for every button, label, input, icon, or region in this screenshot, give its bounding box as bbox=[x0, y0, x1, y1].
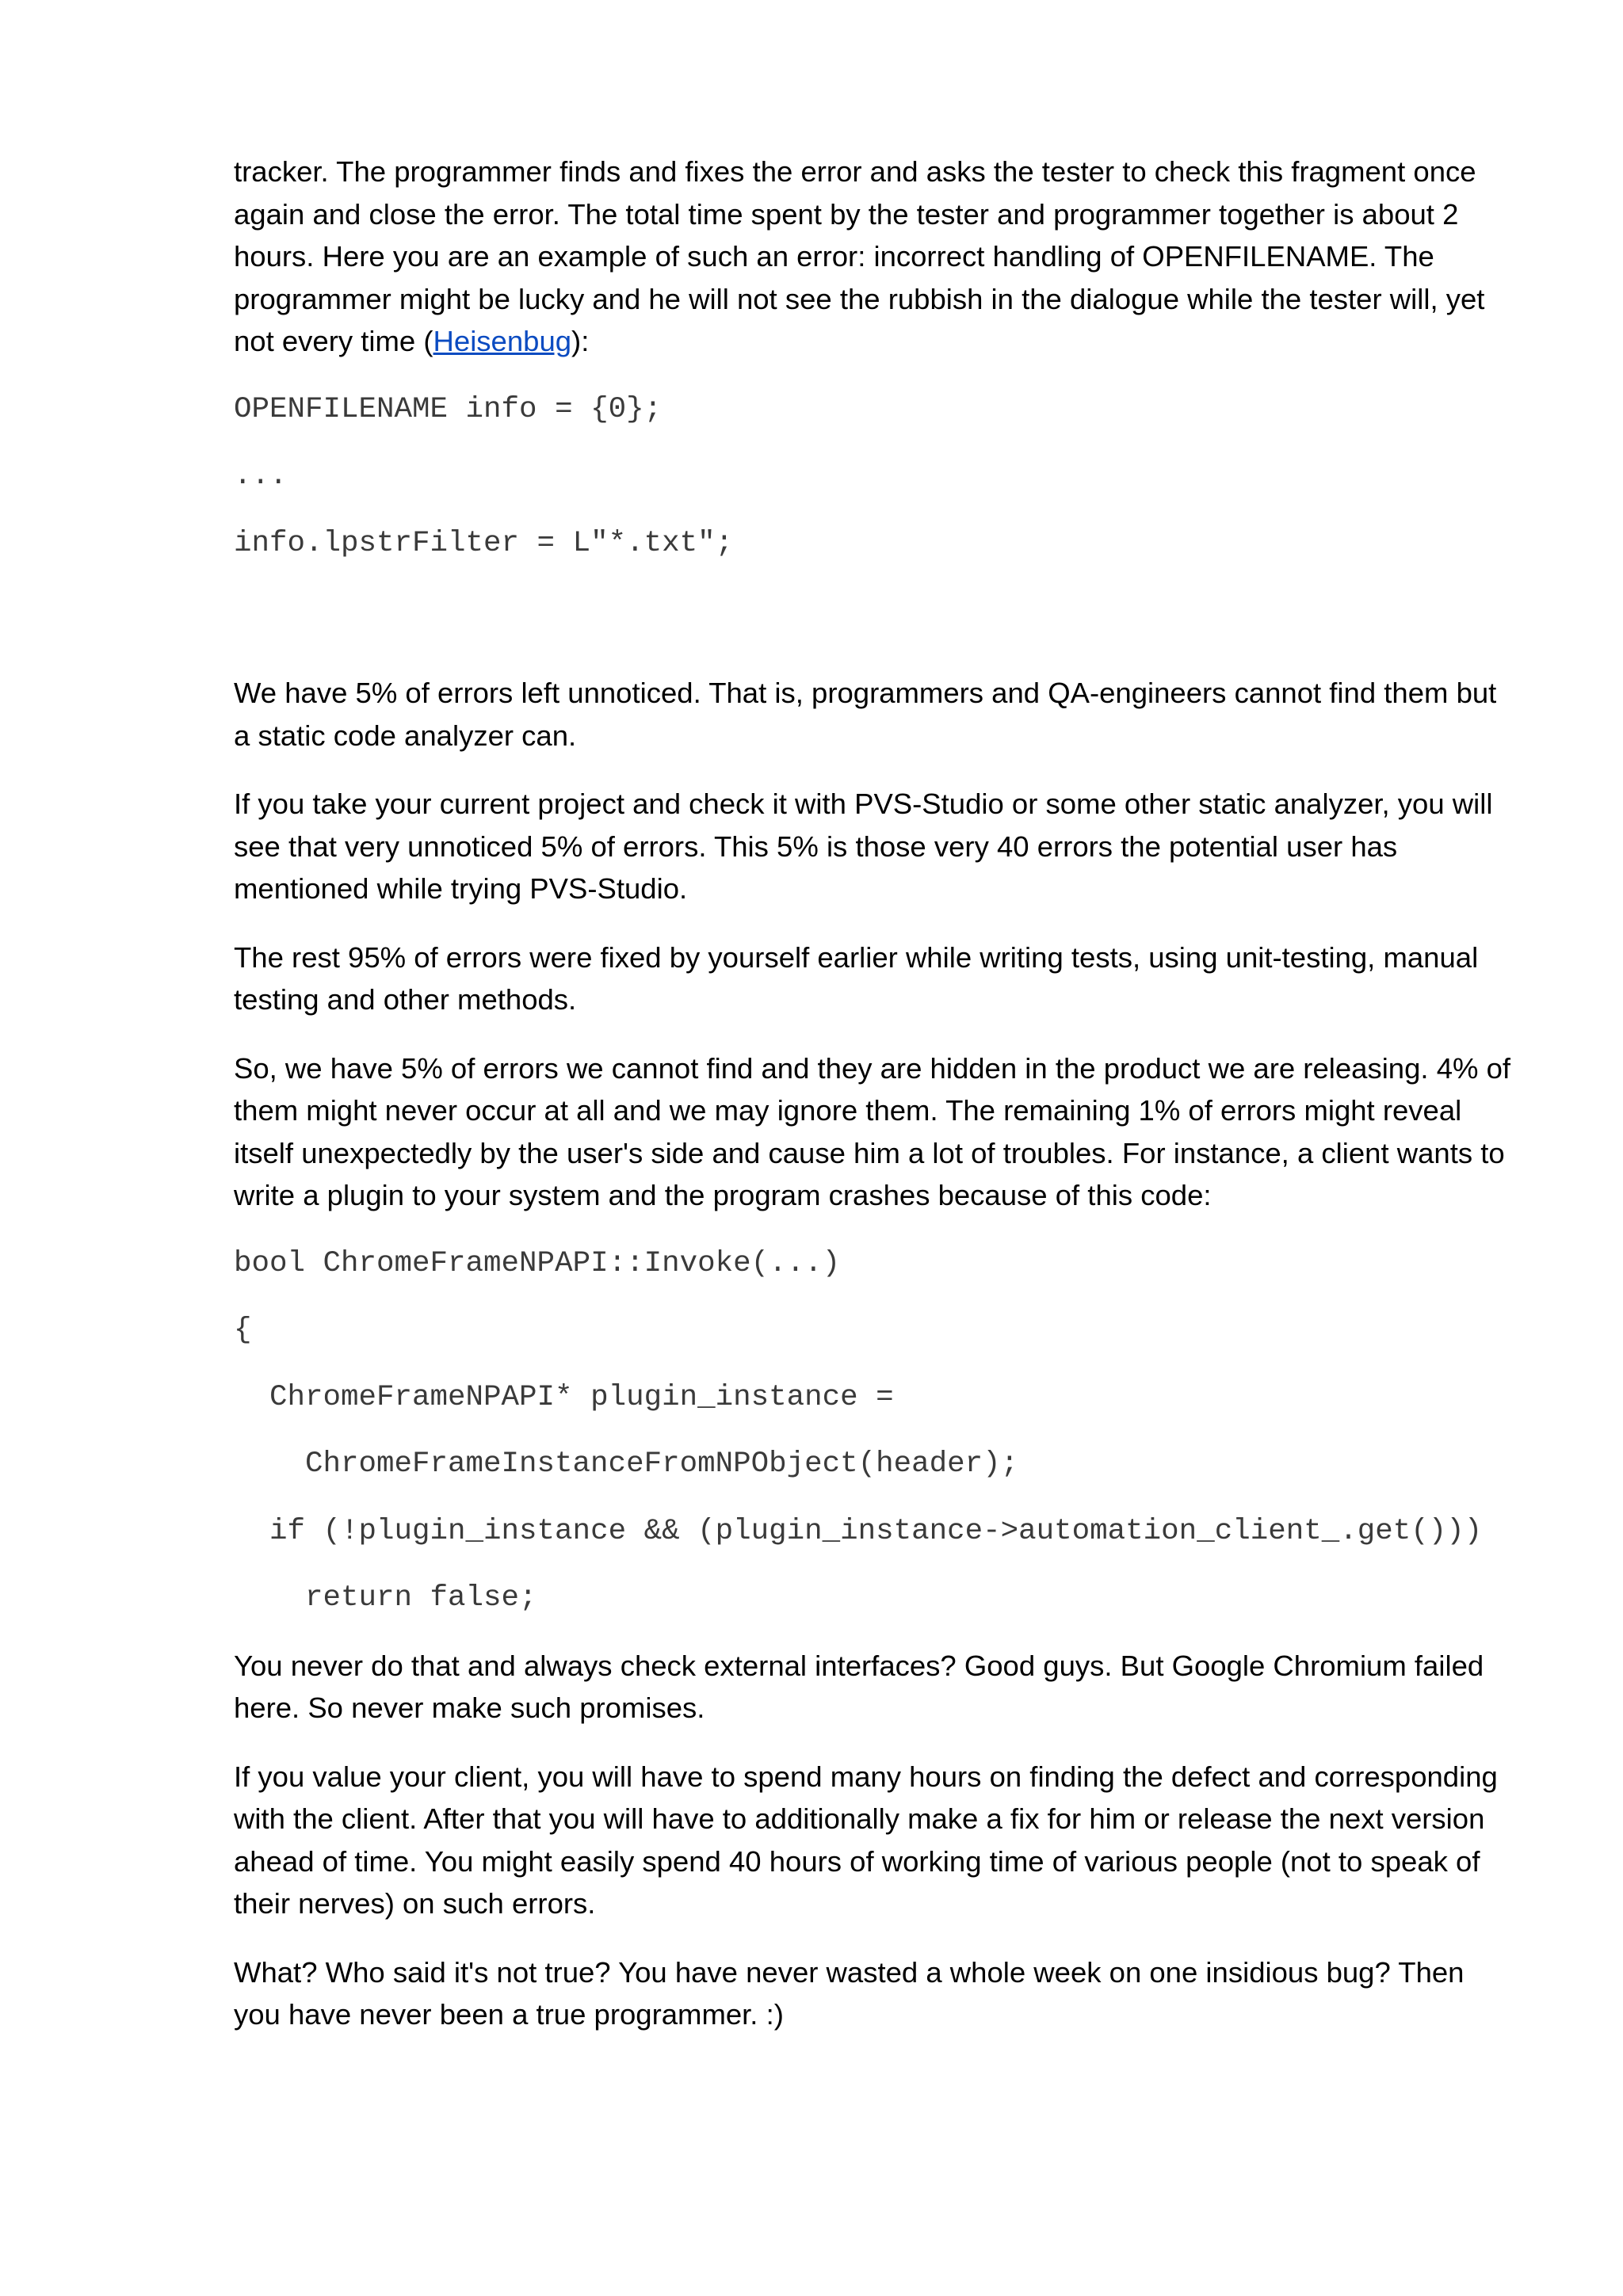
paragraph-check-project: If you take your current project and check it with PVS-Studio or some other static analyzer, you will see that very unnoticed 5% of errors. This 5% is those very 40 errors the potential user has mentioned while trying PVS-Studio. bbox=[234, 788, 1493, 905]
spacer bbox=[234, 589, 1518, 672]
code-line: { bbox=[234, 1314, 252, 1347]
paragraph-intro bbox=[234, 151, 1518, 363]
paragraph-intro-tail: ): bbox=[571, 325, 590, 357]
code-line: ChromeFrameNPAPI* plugin_instance = bbox=[269, 1380, 894, 1414]
paragraph-true-programmer: What? Who said it's not true? You have never wasted a whole week on one insidious bug? Then you have never been a true programmer. :) bbox=[234, 1955, 1465, 2031]
paragraph-external-interfaces: You never do that and always check external interfaces? Good guys. But Google Chromium failed here. So never make such promises. bbox=[234, 1649, 1484, 1724]
code-line: return false; bbox=[305, 1581, 537, 1615]
paragraph-value-client: If you value your client, you will have to spend many hours on finding the defect and corresponding with the client. After that you will have to additionally make a fix for him or release the next version ahead of time. You might easily spend 40 hours of working time of various people (not to speak of their nerves) on such errors. bbox=[234, 1760, 1498, 1920]
document-page bbox=[234, 151, 1518, 2062]
paragraph-hidden-errors: So, we have 5% of errors we cannot find and they are hidden in the product we are releasing. 4% of them might never occur at all and we may ignore them. The remaining 1% of errors might reveal itself unexpectedly by the user's side and cause him a lot of troubles. For instance, a client wants to write a plugin to your system and the program crashes because of this code: bbox=[234, 1051, 1511, 1211]
code-line: OPENFILENAME info = {0}; bbox=[234, 392, 663, 426]
paragraph-unnoticed-errors: We have 5% of errors left unnoticed. That is, programmers and QA-engineers cannot find them but a static code analyzer can. bbox=[234, 677, 1497, 752]
heisenbug-link[interactable]: Heisenbug bbox=[433, 325, 572, 357]
code-line: if (!plugin_instance && (plugin_instance->automation_client_.get())) bbox=[269, 1514, 1483, 1548]
paragraph-fixed-errors: The rest 95% of errors were fixed by yourself earlier while writing tests, using unit-testing, manual testing and other methods. bbox=[234, 940, 1479, 1016]
code-line: ... bbox=[234, 460, 288, 493]
code-line: info.lpstrFilter = L"*.txt"; bbox=[234, 526, 734, 560]
paragraph-intro-text: tracker. The programmer finds and fixes the error and asks the tester to check this fragment once again and close the error. The total time spent by the tester and programmer together is about 2 hours. Here you are an example of such an error: incorrect handling of OPENFILENAME. The programmer might be lucky and he will not see the rubbish in the dialogue while the tester will, yet not every time ( bbox=[234, 155, 1485, 357]
code-line: ChromeFrameInstanceFromNPObject(header); bbox=[305, 1447, 1019, 1481]
code-line: bool ChromeFrameNPAPI::Invoke(...) bbox=[234, 1246, 841, 1280]
